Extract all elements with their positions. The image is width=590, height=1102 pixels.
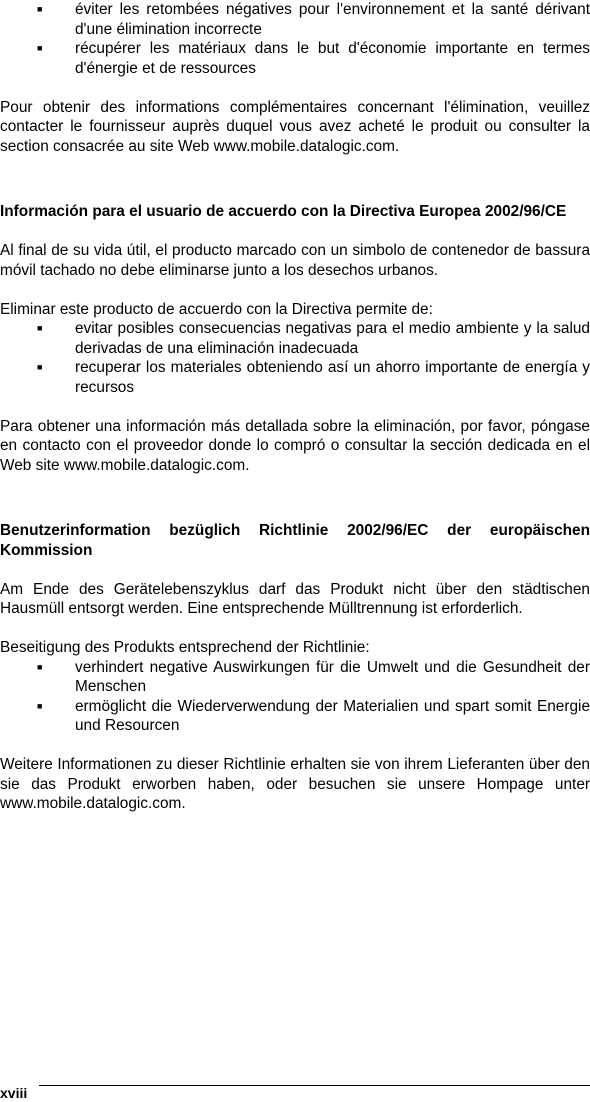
de-bullet-list — [0, 658, 590, 736]
square-bullet-icon: ■ — [37, 661, 43, 672]
footer-rule — [39, 1085, 590, 1086]
fr-bullet-text: récupérer les matériaux dans le but d'économie importante en termes d'énergie et de ressources — [75, 40, 590, 77]
square-bullet-icon: ■ — [37, 362, 43, 372]
es-section-heading: Información para el usuario de accuerdo con la Directiva Europea 2002/96/CE — [0, 203, 567, 220]
de-section-heading: Benutzerinformation bezüglich Richtlinie 2002/96/EC der europäischen Kommission — [0, 522, 590, 559]
square-bullet-icon: ■ — [37, 700, 43, 711]
es-intro-paragraph: Al final de su vida útil, el producto marcado con un simbolo de contenedor de bassura móvil tachado no debe eliminarse junto a los desechos urbanos. — [0, 242, 590, 279]
fr-closing-paragraph: Pour obtenir des informations complémentaires concernant l'élimination, veuillez contacter le fournisseur auprès duquel vous avez acheté le produit ou consulter la section consacrée au site Web www.mobile.datalogic.com. — [0, 98, 590, 155]
square-bullet-icon: ■ — [37, 4, 43, 14]
de-bullet-text: ermöglicht die Wiederverwendung der Materialien und spart somit Energie und Resourcen — [75, 697, 590, 734]
es-bullet-list — [0, 319, 590, 397]
page-number: xviii — [0, 1085, 28, 1101]
es-bullet-text: evitar posibles consecuencias negativas para el medio ambiente y la salud derivadas de una eliminación inadecuada — [75, 320, 590, 357]
de-closing-paragraph: Weitere Informationen zu dieser Richtlinie erhalten sie von ihrem Lieferanten über den sie das Produkt erworben haben, oder besuchen sie unsere Hompage unter www.mobile.datalogic.com. — [0, 756, 590, 812]
es-bullet-text: recuperar los materiales obteniendo así un ahorro importante de energía y recursos — [75, 359, 590, 396]
es-lead-paragraph: Eliminar este producto de accuerdo con la Directiva permite de: — [0, 300, 433, 318]
square-bullet-icon: ■ — [37, 323, 43, 333]
fr-bullet-text: éviter les retombées négatives pour l'environnement et la santé dérivant d'une élimination incorrecte — [75, 1, 590, 38]
es-bullet-item — [0, 358, 590, 397]
fr-bullet-item — [0, 39, 590, 78]
fr-bullet-list — [0, 0, 590, 78]
es-bullet-item — [0, 319, 590, 358]
de-bullet-item — [0, 658, 590, 697]
de-bullet-text: verhindert negative Auswirkungen für die Umwelt und die Gesundheit der Menschen — [75, 658, 590, 695]
de-intro-paragraph: Am Ende des Gerätelebenszyklus darf das Produkt nicht über den städtischen Hausmüll entsorgt werden. Eine entsprechende Mülltrennung ist erforderlich. — [0, 580, 590, 617]
fr-bullet-item — [0, 0, 590, 39]
es-closing-paragraph: Para obtener una información más detallada sobre la eliminación, por favor, póngase en contacto con el proveedor donde lo compró o consultar la sección dedicada en el Web site www.mobile.datalogic.com. — [0, 417, 590, 474]
de-bullet-item — [0, 697, 590, 736]
square-bullet-icon: ■ — [37, 43, 43, 53]
de-lead-paragraph: Beseitigung des Produkts entsprechend der Richtlinie: — [0, 639, 370, 656]
